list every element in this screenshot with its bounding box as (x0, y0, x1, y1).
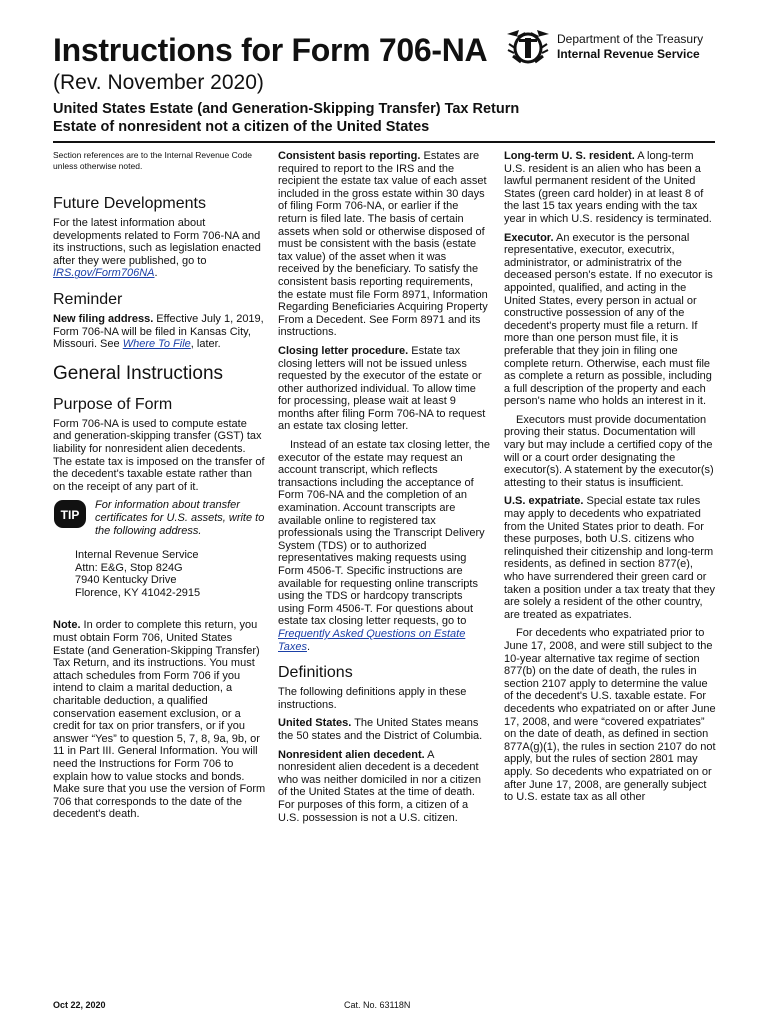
column-1 (53, 150, 266, 827)
nonresident-alien-definition: Nonresident alien decedent. A nonresident alien decedent is a decedent who was neither domiciled in nor a citizen of the United States at the time of death. For purposes of this form, a citizen of a U.S. possession is not a U.S. citizen. (278, 748, 481, 824)
irs-form706na-link[interactable]: IRS.gov/Form706NA (53, 267, 155, 280)
header-rule (53, 141, 715, 143)
irs-eagle-logo-icon (505, 26, 551, 68)
account-transcript-text: Instead of an estate tax closing letter, the executor of the estate may request an account transcript, which reflects transactions including the acceptance of Form 706-NA and the completion of an examination. Account transcripts are available online to registered tax professionals using the Transcript Delivery System (TDS) or to authorized representatives making requests using Form 4506-T. Specific instructions are available for requesting online transcripts using the TDS or hardcopy transcripts using Form 4506-T. For questions about estate tax closing letter requests, go to Frequently Asked Questions on Estate Taxes. (278, 439, 490, 653)
expatriate-rules-text: For decedents who expatriated prior to June 17, 2008, and were still subject to the 10-year alternative tax regime of section 877(b) on the date of death, the rules in section 2107 apply to determine the value of the decedent's U.S. taxable estate. For decedents who expatriated on or after June 17, 2008, and were “covered expatriates” on the date of death, as defined in section 877A(g)(1), the rules in section 2107 do not apply, but the rules of section 2801 may apply. So decedents who expatriated on or after June 17, 2008, are generally subject to U.S. estate tax as all other (504, 627, 716, 804)
form-subtitle-2: Estate of nonresident not a citizen of the United States (53, 119, 430, 135)
department-name: Department of the Treasury (557, 32, 704, 46)
consistent-basis-text: Consistent basis reporting. Estates are required to report to the IRS and the recipient the estate tax value of each asset included in the gross estate within 30 days of filing Form 706-NA, or earlier if the return is filed late. The basis of certain assets when sold or otherwise disposed of must be consistent with the basis (estate tax value) of the asset when it was received by the beneficiary. To satisfy the consistent basis reporting requirements, the estate must file Form 8971, Information Regarding Beneficiaries Acquiring Property From a Decedent. See Form 8971 and its instructions. (278, 150, 488, 339)
address-line: Attn: E&G, Stop 824G (75, 561, 183, 574)
address-line: Internal Revenue Service (75, 549, 199, 562)
tip-icon (53, 499, 87, 529)
reminder-heading: Reminder (53, 290, 123, 308)
executor-documentation-text: Executors must provide documentation proving their status. Documentation will vary but may include a certified copy of the will or a court order designating the executor(s). A statement by the executor(s) attesting to their status is insufficient. (504, 413, 714, 489)
future-developments-text: For the latest information about developments related to Form 706-NA and its instructions, such as legislation enacted after they were published, go to IRS.gov/Form706NA. (53, 217, 261, 280)
reminder-text: New filing address. Effective July 1, 2019, Form 706-NA will be filed in Kansas City, Missouri. See Where To File, later. (53, 312, 264, 351)
column-2 (278, 150, 490, 830)
definitions-heading: Definitions (278, 664, 353, 682)
note-text: Note. In order to complete this return, you must obtain Form 706, United States Estate (and Generation-Skipping Transfer) Tax Return, and its instructions. You must attach schedules from Form 706 if you intend to claim a marital deduction, a charitable deduction, a qualified conservation easement exclusion, or a credit for tax on prior transfers, or if you answer “Yes” to question 5, 7, 8, 9a, 9b, or 11 in Part III. General Information. You will need the Instructions for Form 706 to explain how to value stocks and bonds. Make sure that you use the version of Form 706 that corresponds to the date of the decedent's death. (53, 619, 266, 821)
form-subtitle: United States Estate (and Generation-Skipping Transfer) Tax Return (53, 101, 520, 117)
faq-estate-taxes-link[interactable]: Frequently Asked Questions on Estate Taxes (278, 627, 466, 653)
address-line: Florence, KY 41042-2915 (75, 586, 201, 599)
agency-name: Internal Revenue Service (557, 47, 700, 61)
future-developments-heading: Future Developments (53, 195, 206, 212)
revision-date: (Rev. November 2020) (53, 71, 264, 94)
executor-definition: Executor. An executor is the personal representative, executor, executrix, administrator, or administratrix of the deceased person's estate. If no executor is appointed, qualified, and acting in the United States, every person in actual or constructive possession of any of the decedent's property must file a return. If more than one person must file, it is preferable that they join in filing one complete return. Otherwise, each must file as complete a return as possible, including a full description of the property and each person's name who holds an interest in it. (504, 231, 713, 408)
purpose-heading: Purpose of Form (53, 395, 173, 413)
united-states-definition: United States. The United States means the 50 states and the District of Columbia. (278, 717, 483, 742)
document-title: Instructions for Form 706-NA (53, 32, 488, 68)
expatriate-definition: U.S. expatriate. Special estate tax rules may apply to decedents who expatriated from the United States prior to death. For these purposes, both U.S. citizens who relinquished their citizenship and long-term residents, as defined in section 877(e), who have surrendered their green card or taken a position under a tax treaty that they are solely a resident of the other country, are treated as expatriates. (504, 495, 715, 621)
tip-label: TIP (60, 508, 80, 523)
definitions-intro: The following definitions apply in these instructions. (278, 686, 467, 711)
tip-text: For information about transfer certificates for U.S. assets, write to the following address. (95, 499, 265, 537)
footer-date: Oct 22, 2020 (53, 1000, 106, 1010)
general-instructions-heading: General Instructions (53, 362, 224, 384)
where-to-file-link[interactable]: Where To File (122, 338, 191, 351)
column-3 (504, 150, 716, 810)
purpose-text: Form 706-NA is used to compute estate and generation-skipping transfer (GST) tax liability for nonresident alien decedents. The estate tax is imposed on the transfer of the decedent's taxable estate rather than on the receipt of any part of it. (53, 417, 265, 493)
long-term-resident-definition: Long-term U. S. resident. A long-term U.S. resident is an alien who has been a lawful permanent resident of the United States (green card holder) in at least 8 of the last 15 tax years ending with the tax year in which U.S. residency is terminated. (504, 150, 712, 225)
address-line: 7940 Kentucky Drive (75, 574, 177, 587)
closing-letter-text: Closing letter procedure. Estate tax closing letters will not be issued unless requested by the executor of the estate or other authorized individual. To allow time for processing, please wait at least 9 months after filing Form 706-NA to request an estate tax closing letter. (278, 344, 486, 433)
section-references-note: Section references are to the Internal Revenue Code unless otherwise noted. (53, 150, 252, 171)
tip-box (53, 499, 266, 537)
mailing-address (75, 549, 266, 599)
catalog-number: Cat. No. 63118N (344, 1000, 411, 1010)
